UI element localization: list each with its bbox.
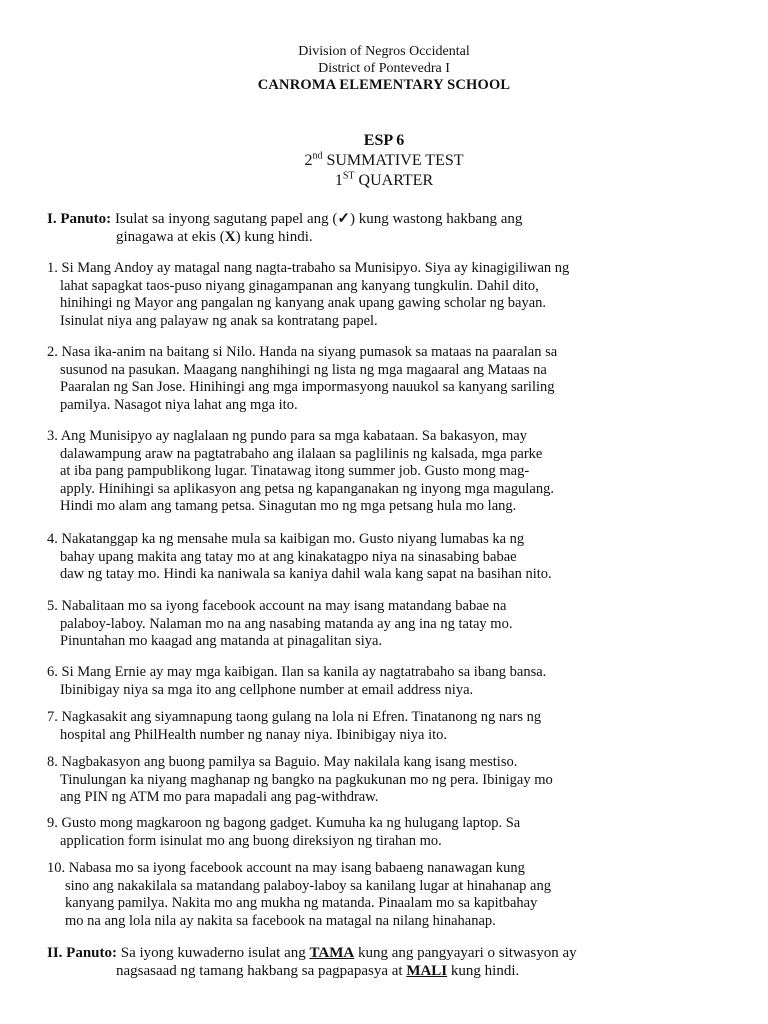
district-line: District of Pontevedra I — [318, 61, 450, 76]
question-line: Ibinibigay niya sa mga ito ang cellphone number at email address niya. — [60, 681, 474, 698]
part-one-label: I. Panuto: — [47, 211, 112, 227]
part-one-instructions — [47, 210, 647, 246]
tama-keyword: TAMA — [309, 945, 355, 961]
question-line: 3. Ang Munisipyo ay naglalaan ng pundo para sa mga kabataan. Sa bakasyon, may — [47, 428, 527, 444]
part-one-text-c: ginagawa at ekis ( — [116, 229, 225, 245]
part-two-instructions — [47, 944, 647, 980]
quarter-suffix: ST — [342, 170, 355, 182]
question-line: mo na ang lola nila ay nakita sa facebook na matagal na nilang hinahanap. — [65, 912, 496, 929]
quarter-line — [0, 171, 768, 191]
question-line: palaboy-laboy. Nalaman mo na ang nasabing matanda ay ang ina ng tatay mo. — [60, 615, 513, 632]
part-two-text-d: kung hindi. — [447, 963, 520, 979]
question-line: bahay upang makita ang tatay mo at ang kinakatagpo niya na sinasabing babae — [60, 548, 517, 565]
question-line: Hindi mo alam ang tamang petsa. Sinagutan mo ng mga petsang hula mo lang. — [60, 498, 517, 514]
quarter-label: QUARTER — [354, 172, 434, 189]
question-line: 7. Nagkasakit ang siyamnapung taong gulang na lola ni Efren. Tinatanong ng nars ng — [47, 709, 542, 725]
question-item — [47, 860, 627, 930]
question-line: 6. Si Mang Ernie ay may mga kaibigan. Ilan sa kanila ay nagtatrabaho sa ibang bansa. — [47, 664, 547, 680]
question-item — [47, 598, 627, 651]
question-line: kanyang pamilya. Nakita mo ang mukha ng matanda. Pinaalam mo sa kapitbahay — [65, 895, 538, 911]
question-line: dalawampung araw na pagtatrabaho ang ilalaan sa paglilinis ng kalsada, mga parke — [60, 445, 543, 462]
question-line: 1. Si Mang Andoy ay matagal nang nagta-trabaho sa Munisipyo. Siya ay kinagigiliwan ng — [47, 260, 570, 276]
question-line: 10. Nabasa mo sa iyong facebook account na may isang babaeng nanawagan kung — [47, 860, 525, 876]
check-mark: ✓ — [337, 211, 350, 227]
x-mark: X — [224, 229, 236, 245]
question-item — [47, 815, 627, 850]
test-title — [0, 131, 768, 191]
question-line: apply. Hinihingi sa aplikasyon ang petsa ng kapanganakan ng inyong mga magulang. — [60, 480, 554, 497]
part-one-line-1 — [47, 210, 647, 228]
document-header — [0, 43, 768, 94]
question-item — [47, 709, 627, 744]
division-line: Division of Negros Occidental — [298, 44, 470, 59]
question-line: susunod na pasukan. Maagang nanghihingi ng lista ng mga magaaral ang Mataas na — [60, 361, 547, 378]
part-two-label: II. Panuto: — [47, 945, 118, 961]
question-line: 2. Nasa ika-anim na baitang si Nilo. Handa na siyang pumasok sa mataas na paaralan sa — [47, 344, 558, 360]
question-item — [47, 344, 627, 414]
question-item — [47, 260, 627, 330]
question-line: application form isinulat mo ang buong direksiyon ng tirahan mo. — [60, 832, 442, 849]
part-two-text-b: kung ang pangyayari o sitwasyon ay — [354, 945, 577, 961]
question-item — [47, 664, 627, 699]
part-one-line-2 — [47, 228, 647, 246]
part-two-text-c: nagsasaad ng tamang hakbang sa pagpapasya at — [116, 963, 407, 979]
part-one-text-a: Isulat sa inyong sagutang papel ang ( — [111, 211, 338, 227]
part-two-line-1 — [47, 944, 647, 962]
question-item — [47, 531, 627, 584]
test-line — [0, 151, 768, 171]
question-line: Tinulungan ka niyang maghanap ng bangko na pagkukunan mo ng pera. Ibinigay mo — [60, 771, 553, 788]
test-suffix: nd — [312, 150, 323, 162]
question-line: Paaralan ng San Jose. Hinihingi ang mga impormasyong nauukol sa kanyang sariling — [60, 379, 555, 395]
mali-keyword: MALI — [406, 963, 448, 979]
question-line: daw ng tatay mo. Hindi ka naniwala sa kaniya dahil wala kang sapat na basihan nito. — [60, 566, 552, 582]
subject-title: ESP 6 — [363, 132, 405, 149]
question-line: 8. Nagbakasyon ang buong pamilya sa Baguio. May nakilala kang isang mestiso. — [47, 754, 518, 770]
question-line: 5. Nabalitaan mo sa iyong facebook account na may isang matandang babae na — [47, 598, 507, 614]
question-line: ang PIN ng ATM mo para mapadali ang pag-withdraw. — [60, 789, 379, 805]
part-one-text-b: ) kung wastong hakbang ang — [349, 211, 523, 227]
question-line: lahat sapagkat taos-puso niyang ginagampanan ang kanyang tungkulin. Dahil dito, — [60, 277, 539, 294]
question-item — [47, 754, 627, 807]
question-line: Pinuntahan mo kaagad ang matanda at pinagalitan siya. — [60, 633, 383, 649]
question-line: 4. Nakatanggap ka ng mensahe mula sa kaibigan mo. Gusto niyang lumabas ka ng — [47, 531, 525, 547]
question-line: sino ang nakakilala sa matandang palaboy-laboy sa kanilang lugar at hinahanap ang — [65, 877, 551, 894]
question-item — [47, 428, 627, 516]
question-line: 9. Gusto mong magkaroon ng bagong gadget. Kumuha ka ng hulugang laptop. Sa — [47, 815, 521, 831]
part-two-text-a: Sa iyong kuwaderno isulat ang — [117, 945, 310, 961]
question-line: Isinulat niya ang palayaw ng anak sa kontratang papel. — [60, 312, 378, 329]
question-line: at iba pang pampublikong lugar. Tinatawag itong summer job. Gusto mong mag- — [60, 463, 530, 479]
test-number: 2 — [304, 152, 313, 169]
question-line: hospital ang PhilHealth number ng nanay niya. Ibinibigay niya ito. — [60, 726, 447, 743]
question-line: pamilya. Nasagot niya lahat ang mga ito. — [60, 396, 298, 413]
school-name: CANROMA ELEMENTARY SCHOOL — [257, 77, 511, 93]
quarter-number: 1 — [334, 172, 343, 189]
part-one-text-d: ) kung hindi. — [235, 229, 313, 245]
question-line: hinihingi ng Mayor ang pangalan ng kanyang anak upang gawing scholar ng bayan. — [60, 295, 547, 311]
test-label: SUMMATIVE TEST — [322, 152, 464, 169]
part-two-line-2 — [47, 962, 647, 980]
